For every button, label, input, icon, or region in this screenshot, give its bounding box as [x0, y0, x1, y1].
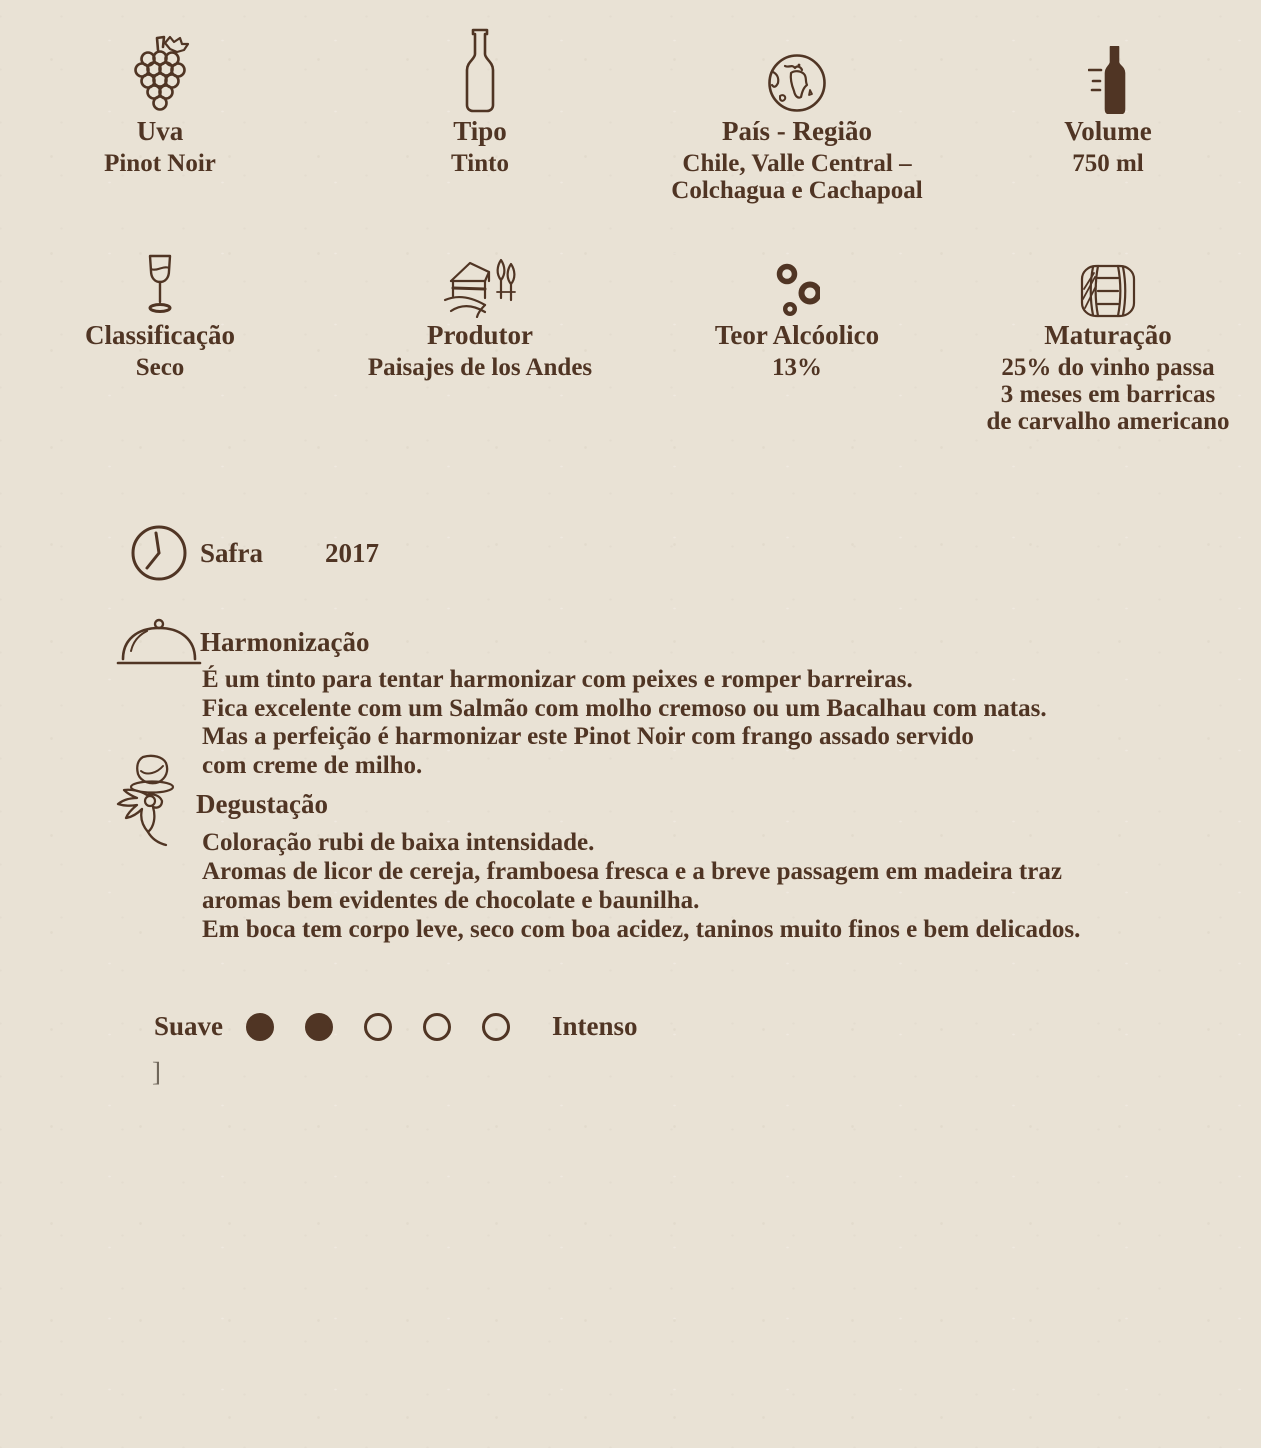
tasting-hand-icon	[112, 754, 184, 853]
attribute-pais-regiao	[640, 26, 954, 204]
wine-bottle-icon	[463, 26, 497, 114]
safra-row	[130, 524, 379, 582]
intensity-dot	[305, 1013, 333, 1041]
volume-bottle-icon	[1088, 26, 1128, 114]
attribute-value: Seco	[135, 354, 185, 381]
attribute-value: Tinto	[451, 150, 509, 177]
attribute-label: Produtor	[427, 320, 533, 350]
degustacao-line: Coloração rubi de baixa intensidade.	[202, 829, 595, 856]
intensity-dot	[364, 1013, 392, 1041]
degustacao-text	[202, 828, 1080, 944]
intensity-dot	[482, 1013, 510, 1041]
attribute-value-line: de carvalho americano	[986, 408, 1230, 435]
attribute-maturacao	[958, 252, 1258, 435]
attribute-produtor	[350, 252, 610, 381]
attribute-label: Classificação	[85, 320, 235, 350]
harmonizacao-line: É um tinto para tentar harmonizar com peixes e romper barreiras.	[202, 666, 913, 693]
harmonizacao-title: Harmonização	[200, 627, 370, 657]
stray-bracket: ]	[152, 1057, 161, 1087]
wine-glass-icon	[143, 252, 177, 318]
clock-icon	[130, 524, 188, 582]
bubbles-icon	[774, 252, 820, 318]
attribute-value: 750 ml	[1072, 150, 1144, 177]
attribute-value-line: 25% do vinho passa	[1001, 354, 1215, 381]
harmonizacao-line: Fica excelente com um Salmão com molho cremoso ou um Bacalhau com natas.	[202, 694, 1047, 722]
scale-left-label: Suave	[154, 1011, 224, 1041]
attribute-value-line: Chile, Valle Central –	[682, 150, 912, 177]
harmonizacao-line: Mas a perfeição é harmonizar este Pinot Noir com frango assado servido	[202, 723, 974, 750]
attribute-value-line: Colchagua e Cachapoal	[671, 177, 923, 204]
intensity-dot	[423, 1013, 451, 1041]
attribute-label: Maturação	[1044, 320, 1172, 350]
grapes-icon	[127, 26, 193, 114]
degustacao-line: Em boca tem corpo leve, seco com boa acidez, taninos muito finos e bem delicados.	[202, 916, 1081, 943]
globe-icon	[766, 26, 828, 114]
attribute-uva	[40, 26, 280, 177]
attribute-classificacao	[40, 252, 280, 381]
degustacao-line: aromas bem evidentes de chocolate e baunilha.	[202, 887, 700, 914]
harmonizacao-line: com creme de milho.	[202, 751, 423, 779]
attribute-label: Tipo	[453, 116, 507, 146]
attribute-label: Volume	[1064, 116, 1152, 146]
attribute-value: Paisajes de los Andes	[367, 354, 593, 381]
attribute-teor-alcoolico	[640, 252, 954, 381]
attribute-value: 13%	[772, 354, 822, 381]
safra-label: Safra	[200, 538, 263, 568]
degustacao-title: Degustação	[196, 789, 328, 819]
barrel-icon	[1079, 252, 1137, 318]
winery-icon	[441, 252, 519, 318]
attribute-value-line: 3 meses em barricas	[1000, 381, 1216, 408]
attribute-volume	[958, 26, 1258, 177]
attribute-label: Uva	[136, 116, 184, 146]
safra-value: 2017	[325, 538, 379, 568]
attribute-label: Teor Alcóolico	[714, 320, 880, 350]
attribute-tipo	[350, 26, 610, 177]
attribute-label: País - Região	[722, 116, 872, 146]
cloche-icon	[116, 618, 202, 671]
intensity-dot	[246, 1013, 274, 1041]
intensity-scale	[246, 1013, 510, 1041]
attribute-value: Pinot Noir	[104, 150, 216, 177]
degustacao-line: Aromas de licor de cereja, framboesa fresca e a breve passagem em madeira traz	[202, 858, 1062, 885]
harmonizacao-text	[202, 666, 1047, 780]
scale-right-label: Intenso	[552, 1011, 638, 1041]
